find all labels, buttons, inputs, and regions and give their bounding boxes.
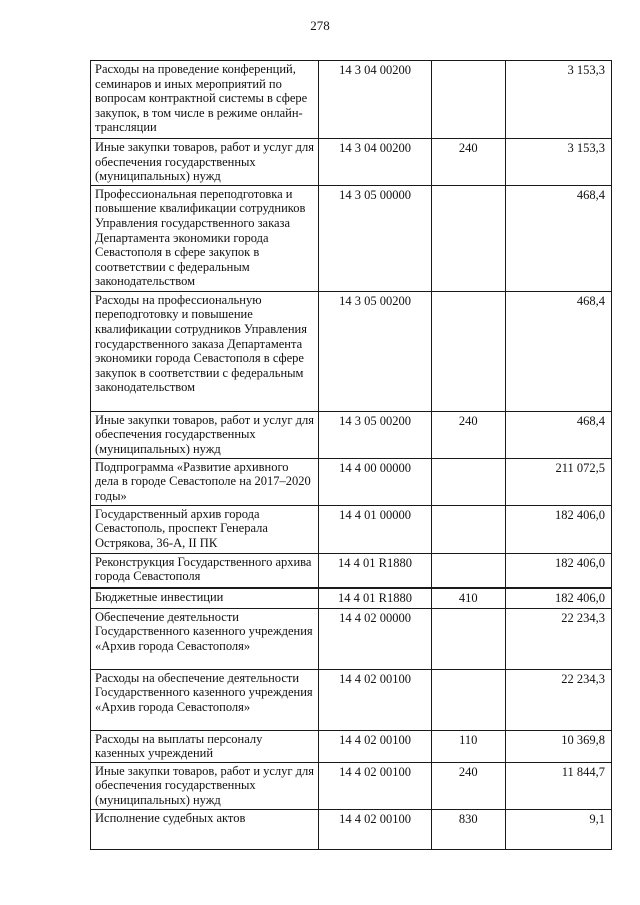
table-row [91,185,612,291]
row-name: Бюджетные инвестиции [91,588,319,608]
row-name: Исполнение судебных актов [91,809,319,849]
budget-table [90,60,612,850]
row-type: 830 [431,809,505,849]
table-row [91,608,612,669]
row-amount: 3 153,3 [505,139,611,186]
row-amount: 468,4 [505,411,611,458]
row-amount: 182 406,0 [505,588,611,608]
table-row [91,291,612,411]
row-code: 14 4 01 00000 [319,505,431,553]
row-code: 14 4 00 00000 [319,458,431,505]
row-code: 14 3 05 00000 [319,185,431,291]
row-code: 14 4 02 00100 [319,669,431,730]
table-row [91,411,612,458]
row-name: Реконструкция Государственного архива города Севастополя [91,553,319,588]
row-amount: 22 234,3 [505,608,611,669]
row-type [431,553,505,588]
row-type [431,669,505,730]
row-type: 110 [431,730,505,762]
table-row [91,588,612,608]
table-row [91,61,612,139]
row-code: 14 4 02 00100 [319,730,431,762]
row-amount: 182 406,0 [505,553,611,588]
row-code: 14 4 02 00000 [319,608,431,669]
row-type: 240 [431,411,505,458]
row-amount: 468,4 [505,185,611,291]
row-code: 14 4 01 R1880 [319,588,431,608]
row-amount: 211 072,5 [505,458,611,505]
row-amount: 22 234,3 [505,669,611,730]
row-code: 14 4 01 R1880 [319,553,431,588]
row-amount: 11 844,7 [505,762,611,809]
row-code: 14 4 02 00100 [319,762,431,809]
table-row [91,730,612,762]
row-name: Иные закупки товаров, работ и услуг для обеспечения государственных (муниципальных) нужд [91,139,319,186]
row-type [431,608,505,669]
row-name: Расходы на профессиональную переподготовку и повышение квалификации сотрудников Управления государственного заказа Департамента экономики города Севастополя в сфере закупок в соответствии с федеральным законодательством [91,291,319,411]
row-name: Иные закупки товаров, работ и услуг для обеспечения государственных (муниципальных) нужд [91,411,319,458]
row-amount: 182 406,0 [505,505,611,553]
row-name: Расходы на проведение конференций, семинаров и иных мероприятий по вопросам контрактной системы в сфере закупок, в том числе в режиме онлайн-трансляции [91,61,319,139]
row-name: Расходы на выплаты персоналу казенных учреждений [91,730,319,762]
row-type: 240 [431,139,505,186]
page-number: 278 [310,18,330,33]
row-name: Государственный архив города Севастополь, проспект Генерала Острякова, 36-А, II ПК [91,505,319,553]
table-row [91,762,612,809]
row-type [431,505,505,553]
table-row [91,669,612,730]
row-amount: 468,4 [505,291,611,411]
row-type [431,458,505,505]
row-type [431,61,505,139]
table-row [91,809,612,849]
table-row [91,139,612,186]
row-name: Расходы на обеспечение деятельности Государственного казенного учреждения «Архив города Севастополя» [91,669,319,730]
row-code: 14 3 05 00200 [319,411,431,458]
row-name: Профессиональная переподготовка и повышение квалификации сотрудников Управления государственного заказа Департамента экономики города Севастополя в сфере закупок в соответствии с федеральным законодательством [91,185,319,291]
row-code: 14 3 04 00200 [319,139,431,186]
row-type: 240 [431,762,505,809]
row-amount: 10 369,8 [505,730,611,762]
row-name: Обеспечение деятельности Государственного казенного учреждения «Архив города Севастополя» [91,608,319,669]
row-code: 14 3 05 00200 [319,291,431,411]
row-code: 14 4 02 00100 [319,809,431,849]
row-type: 410 [431,588,505,608]
row-type [431,185,505,291]
table-row [91,505,612,553]
table-row [91,458,612,505]
row-name: Иные закупки товаров, работ и услуг для обеспечения государственных (муниципальных) нужд [91,762,319,809]
row-name: Подпрограмма «Развитие архивного дела в городе Севастополе на 2017–2020 годы» [91,458,319,505]
row-amount: 9,1 [505,809,611,849]
table-row [91,553,612,588]
row-type [431,291,505,411]
row-amount: 3 153,3 [505,61,611,139]
row-code: 14 3 04 00200 [319,61,431,139]
